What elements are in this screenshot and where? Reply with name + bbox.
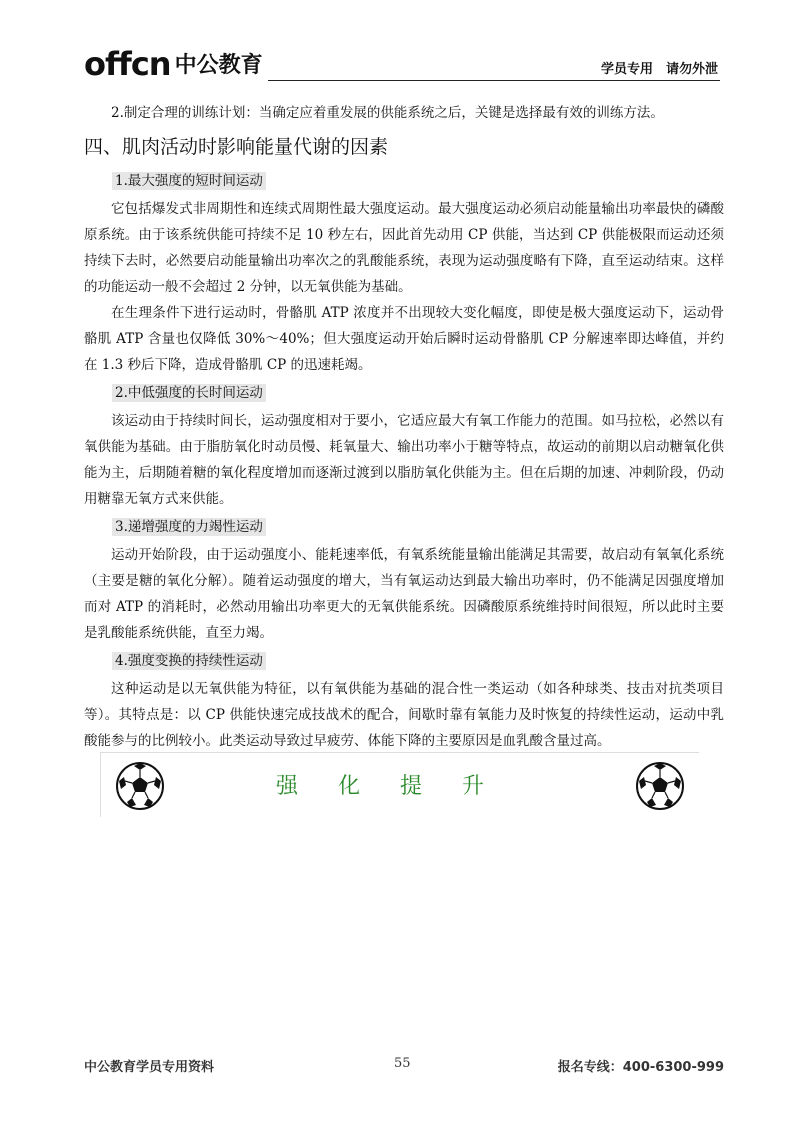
- page-footer: [84, 1056, 724, 1076]
- paragraph-4-1: 这种运动是以无氧供能为特征，以有氧供能为基础的混合性一类运动（如各种球类、技击对抗类项目等）。其特点是：以 CP 供能快速完成技战术的配合，间歇时靠有氧能力及时恢复的持续性运动，运动中乳酸能参与的比例较小。此类运动导致过早疲劳、体能下降的主要原因是血乳酸含量过高。: [84, 681, 724, 749]
- page-header: [84, 38, 724, 82]
- paragraph-1-1: 它包括爆发式非周期性和连续式周期性最大强度运动。最大强度运动必须启动能量输出功率最快的磷酸原系统。由于该系统供能可持续不足 10 秒左右，因此首先动用 CP 供能，当达到 CP 供能极限而运动还须持续下去时，必然要启动能量输出功率次之的乳酸能系统，表现为运动强度略有下降，直至运动结束。这样的功能运动一般不会超过 2 分钟，以无氧供能为基础。: [84, 201, 724, 295]
- logo-wordmark: offcn: [84, 45, 171, 83]
- footer-source: 中公教育学员专用资料: [84, 1060, 215, 1075]
- highlight-banner: [100, 752, 699, 817]
- subsection-title-2: 2.中低强度的长时间运动: [112, 380, 724, 406]
- intro-paragraph: 2.制定合理的训练计划：当确定应着重发展的供能系统之后，关键是选择最有效的训练方法。: [111, 105, 664, 121]
- banner-text: 强化提升: [275, 774, 524, 799]
- page-number: 55: [394, 1056, 411, 1071]
- section-title: 四、肌肉活动时影响能量代谢的因素: [84, 136, 389, 158]
- page-content: [84, 100, 724, 754]
- footer-hotline: 报名专线：400-6300-999: [557, 1060, 724, 1075]
- paragraph-2-1: 该运动由于持续时间长，运动强度相对于要小，它适应最大有氧工作能力的范围。如马拉松，必然以有氧供能为基础。由于脂肪氧化时动员慢、耗氧量大、输出功率小于糖等特点，故运动的前期以启动糖氧化供能为主，后期随着糖的氧化程度增加而逐渐过渡到以脂肪氧化供能为主。但在后期的加速、冲刺阶段，仍动用糖靠无氧方式来供能。: [84, 413, 724, 507]
- paragraph-1-2: 在生理条件下进行运动时，骨骼肌 ATP 浓度并不出现较大变化幅度，即使是极大强度运动下，运动骨骼肌 ATP 含量也仅降低 30%～40%；但大强度运动开始后瞬时运动骨骼肌 CP 分解速率即达峰值，并约在 1.3 秒后下降，造成骨骼肌 CP 的迅速耗竭。: [84, 305, 724, 373]
- subsection-title-3: 3.递增强度的力竭性运动: [112, 514, 724, 540]
- subsection-title-4: 4.强度变换的持续性运动: [112, 648, 724, 674]
- brand-logo: [84, 38, 263, 82]
- subsection-title-1: 1.最大强度的短时间运动: [112, 168, 724, 194]
- header-rule: [268, 80, 720, 81]
- paragraph-3-1: 运动开始阶段，由于运动强度小、能耗速率低，有氧系统能量输出能满足其需要，故启动有氧氧化系统（主要是糖的氧化分解）。随着运动强度的增大，当有氧运动达到最大输出功率时，仍不能满足因强度增加而对 ATP 的消耗时，必然动用输出功率更大的无氧供能系统。因磷酸原系统维持时间很短，所以此时主要是乳酸能系统供能，直至力竭。: [84, 547, 724, 641]
- confidential-tag: 学员专用 请勿外泄: [600, 62, 718, 77]
- logo-chinese-name: 中公教育: [174, 53, 263, 78]
- soccer-ball-icon: [635, 761, 685, 811]
